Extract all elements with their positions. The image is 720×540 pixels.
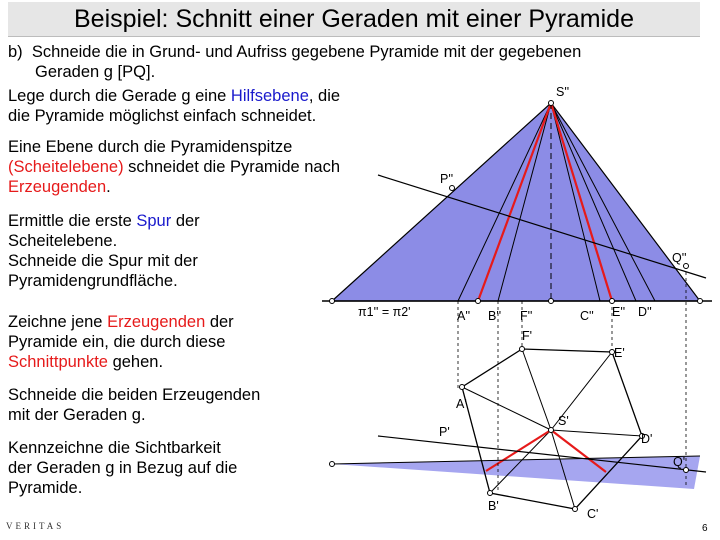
point-c2: [610, 299, 615, 304]
label-b1: B': [488, 499, 499, 513]
label-d1: D': [641, 432, 653, 446]
label-q1: Q': [673, 455, 686, 469]
label-q2: Q'': [672, 251, 687, 265]
step-4-line-3-text: gehen.: [107, 353, 164, 371]
step-6-line-3: Pyramide.: [8, 479, 83, 497]
elevation-pyramid: [332, 103, 700, 301]
point-b1: [488, 491, 493, 496]
step-5-line-2: mit der Geraden g.: [8, 406, 146, 424]
label-s2: S'': [556, 85, 570, 99]
hilfsebene-term: Hilfsebene: [230, 87, 309, 105]
step-6-line-1: Kennzeichne die Sichtbarkeit: [8, 439, 221, 457]
step-4-text-b: der: [205, 313, 234, 331]
label-b2: B'': [488, 309, 502, 323]
step-4-text-a: Zeichne jene: [8, 313, 108, 331]
task-line-2: Geraden g [PQ].: [35, 63, 156, 81]
step-1-line-2: die Pyramide möglichst einfach schneidet.: [8, 107, 317, 125]
label-c1: C': [587, 507, 599, 521]
point-mid-ground: [549, 299, 554, 304]
step-4-line-2: Pyramide ein, die durch diese: [8, 333, 226, 351]
label-s1: S': [558, 414, 569, 428]
label-f2: F'': [520, 309, 533, 323]
label-d2: D'': [638, 305, 652, 319]
point-c1: [573, 507, 578, 512]
label-c2: C'': [580, 309, 594, 323]
step-1-text-a: Lege durch die Gerade g eine: [8, 87, 231, 105]
point-p2: [450, 186, 455, 191]
point-a1: [460, 385, 465, 390]
spur-term: Spur: [136, 212, 172, 230]
label-p2: P'': [440, 172, 454, 186]
step-3-line-2: Scheitelebene.: [8, 232, 118, 250]
label-e2: E'': [612, 305, 626, 319]
point-f1: [520, 347, 525, 352]
step-5-line-1: Schneide die beiden Erzeugenden: [8, 386, 261, 404]
schnittpunkte-term: Schnittpunkte: [8, 353, 108, 371]
label-f1: F': [522, 329, 533, 343]
step-6-line-2: der Geraden g in Bezug auf die: [8, 459, 238, 477]
step-2-line-3-text: .: [106, 178, 111, 196]
task-prefix: b): [8, 43, 23, 61]
label-e1: E': [614, 346, 625, 360]
task-line-1-text: Schneide die in Grund- und Aufriss gegebene Pyramide mit der gegebenen: [31, 43, 582, 61]
label-a1: A': [456, 397, 467, 411]
step-3-text-a: Ermittle die erste: [8, 212, 137, 230]
point-a2: [476, 299, 481, 304]
point-s1: [549, 428, 554, 433]
step-2-line-2-text: schneidet die Pyramide nach: [123, 158, 341, 176]
scheitelebene-term: (Scheitelebene): [8, 158, 124, 176]
page-number: 6: [702, 523, 708, 534]
label-pi: π1'' = π2': [358, 305, 411, 319]
step-3-text-b: der: [171, 212, 200, 230]
point-trace-left: [330, 462, 335, 467]
step-1-text-b: , die: [308, 87, 341, 105]
point-s2: [549, 101, 554, 106]
erzeugenden-term: Erzeugenden: [8, 178, 107, 196]
point-ground-left: [330, 299, 335, 304]
label-p1: P': [439, 425, 450, 439]
step-3-line-4: Pyramidengrundfläche.: [8, 272, 178, 290]
step-2-line-1: Eine Ebene durch die Pyramidenspitze: [8, 138, 293, 156]
veritas-logo: VERITAS: [6, 521, 65, 531]
erzeugenden-term-2: Erzeugenden: [107, 313, 206, 331]
step-3-line-3: Schneide die Spur mit der: [8, 252, 198, 270]
point-d2: [698, 299, 703, 304]
slide-title: Beispiel: Schnitt einer Geraden mit einer Pyramide: [74, 5, 634, 33]
label-a2: A'': [457, 309, 471, 323]
